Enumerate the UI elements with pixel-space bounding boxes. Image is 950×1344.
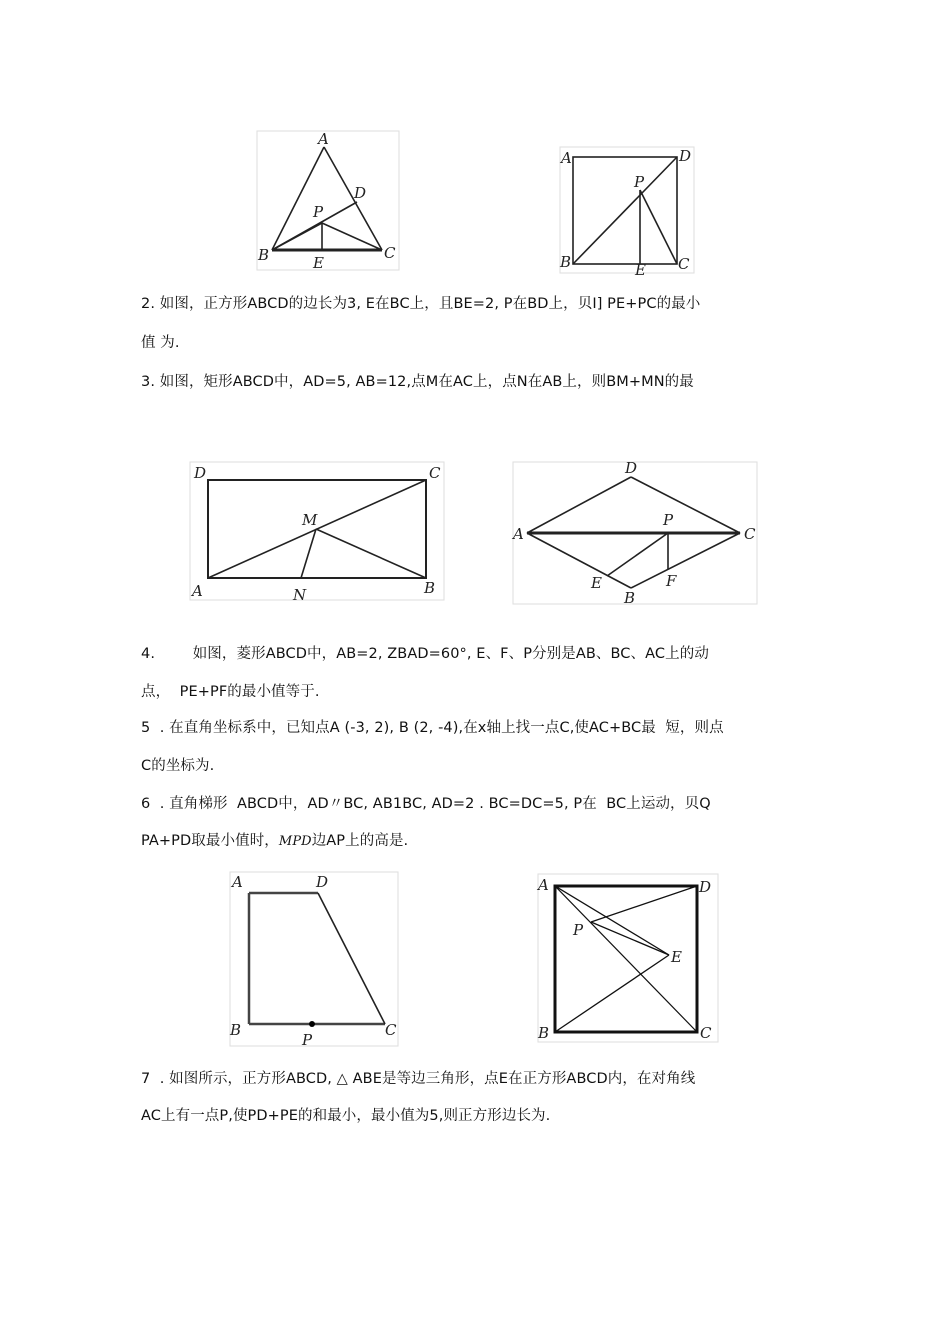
label-D: D [679,147,692,165]
problem-4-line-2: 点， PE+PF的最小值等于. [141,684,320,700]
figure-rhombus [511,460,759,606]
label-C: C [384,244,396,262]
problem-2-line-1: 2. 如图，正方形ABCD的边长为3, E在BC上，且BE=2, P在BD上，贝I] PE+PC的最小 [141,296,701,312]
label-E: E [591,574,602,592]
label-A: A [318,130,329,148]
label-E: E [671,948,682,966]
label-P: P [573,921,584,939]
label-A: A [561,149,572,167]
problem-3-line-1: 3. 如图，矩形ABCD中，AD=5, AB=12,点M在AC上，点N在AB上，则BM+MN的最 [141,374,694,390]
label-D: D [699,878,712,896]
problem-6-text-a: PA+PD取最小值时， [141,833,279,849]
label-P: P [302,1031,313,1049]
label-B: B [424,579,436,597]
label-A: A [513,525,524,543]
label-N: N [293,586,307,604]
label-B: B [560,253,572,271]
label-C: C [744,525,756,543]
label-D: D [354,184,367,202]
label-P: P [634,173,645,191]
problem-5-line-1: 5 . 在直角坐标系中，已知点A (-3, 2), B (2, -4),在x轴上找一点C,使AC+BC最 短，则点 [141,720,724,736]
label-B: B [538,1024,550,1042]
label-C: C [678,255,690,273]
figure-triangle [256,130,401,272]
problem-7-line-1: 7 . 如图所示，正方形ABCD, △ ABE是等边三角形，点E在正方形ABCD内，在对角线 [141,1071,696,1087]
label-B: B [230,1021,242,1039]
label-E: E [635,261,646,275]
problem-7-line-2: AC上有一点P,使PD+PE的和最小，最小值为5,则正方形边长为. [141,1108,551,1124]
label-F: F [666,572,677,590]
figure-square-triangle [536,872,720,1044]
problem-2-line-2: 值 为. [141,335,180,351]
label-C: C [385,1021,397,1039]
label-C: C [700,1024,712,1042]
label-B: B [258,246,270,264]
figure-rectangle [188,460,446,604]
label-P: P [663,511,674,529]
figure-trapezoid [228,870,400,1050]
problem-6-text-italic: MPD [278,834,312,849]
problem-4-line-1: 4. 如图，菱形ABCD中，AB=2, ZBAD=60°, E、F、P分别是AB、BC、AC上的动 [141,646,709,662]
label-D: D [194,464,207,482]
label-M: M [302,511,318,529]
label-C: C [429,464,441,482]
problem-6-line-1: 6 . 直角梯形 ABCD中，AD〃BC, AB1BC, AD=2 . BC=DC=5, P在 BC上运动，贝Q [141,796,711,812]
label-D: D [316,873,329,891]
problem-5-line-2: C的坐标为. [141,758,215,774]
problem-6-text-b: 边AP上的高是. [311,833,409,849]
problem-6-line-2 [141,829,408,850]
label-E: E [313,254,324,272]
label-P: P [313,203,324,221]
label-A: A [192,582,203,600]
label-B: B [624,589,636,606]
label-A: A [538,876,549,894]
figure-square-diagonal [558,145,698,275]
label-D: D [625,460,638,477]
label-A: A [232,873,243,891]
